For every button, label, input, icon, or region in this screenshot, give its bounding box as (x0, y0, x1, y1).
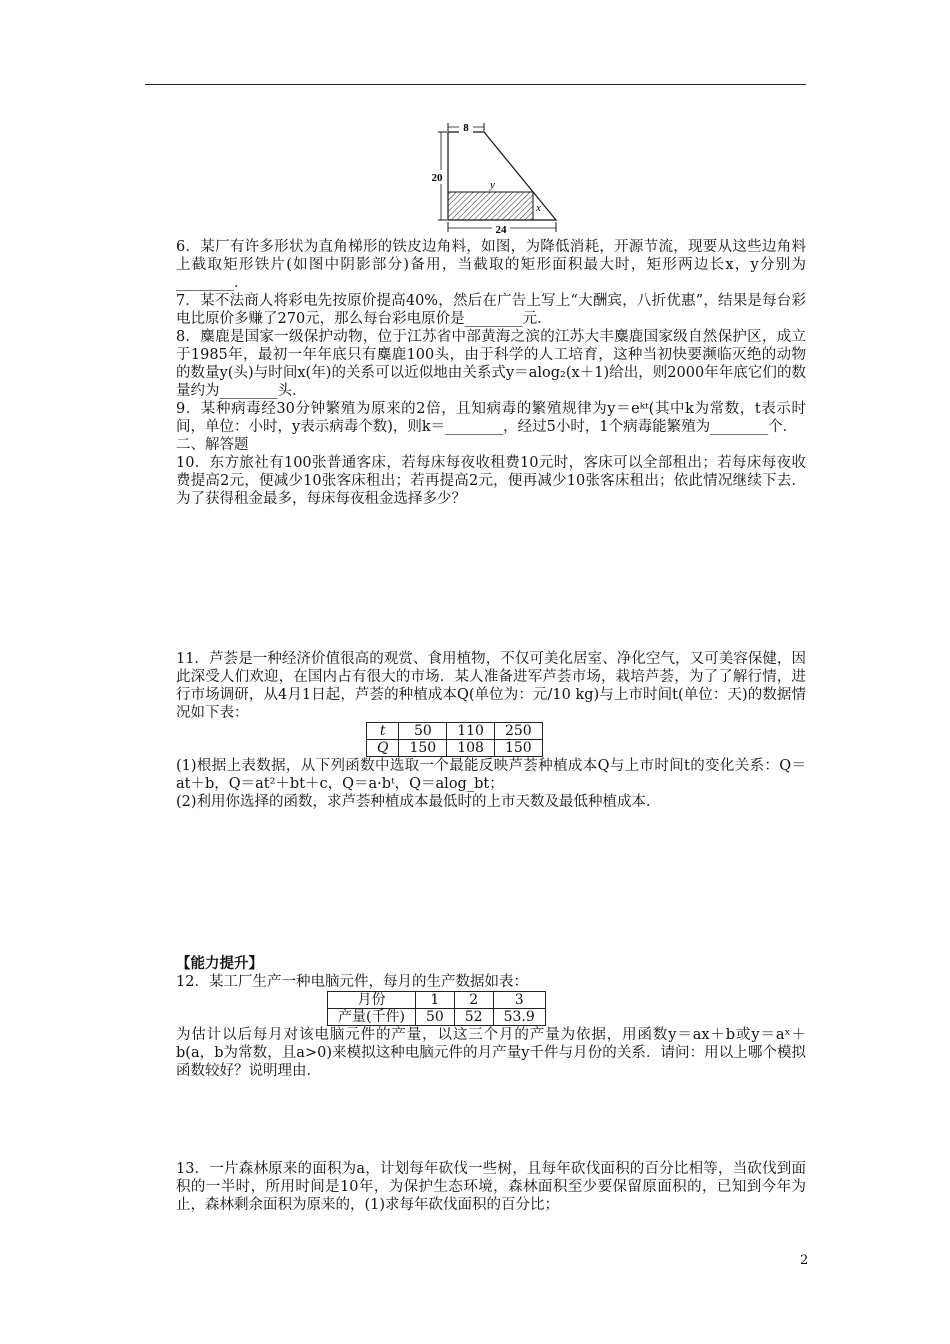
header-rule (145, 84, 806, 85)
table-cell: 53.9 (493, 1009, 545, 1026)
question-7: 7．某不法商人将彩电先按原价提高40%，然后在广告上写上“大酬宾，八折优惠”，结果是每台彩电比原价多赚了270元，那么每台彩电原价是________元． (176, 293, 806, 327)
section-heading-answers: 二、解答题 (176, 437, 249, 453)
table-cell: Q (367, 740, 399, 757)
table-cell: t (367, 723, 399, 740)
question-10: 10．东方旅社有100张普通客床，若每床每夜收租费10元时，客床可以全部租出；若每床每夜收费提高2元，便减少10张客床租出；若再提高2元，便再减少10张客床租出；依此情况继续下去．为了获得租金最多，每床每夜租金选择多少？ (176, 455, 806, 507)
table-cell: 108 (447, 740, 495, 757)
table-cell: 50 (415, 1009, 454, 1026)
question-11-part-1: (1)根据上表数据，从下列函数中选取一个最能反映芦荟种植成本Q与上市时间t的变化关系：Q＝at＋b，Q＝at²＋bt＋c，Q＝a·bᵗ，Q＝alog_bt； (176, 758, 806, 792)
x-label: x (536, 202, 541, 214)
bottom-dimension-label: 24 (495, 224, 507, 236)
table-cell: 150 (494, 740, 542, 757)
question-11-intro: 11．芦荟是一种经济价值很高的观赏、食用植物，不仅可美化居室、净化空气，又可美容保健，因此深受人们欢迎，在国内占有很大的市场．某人准备进军芦荟市场，栽培芦荟，为了了解行情，进行市场调研，从4月1日起，芦荟的种植成本Q(单位为：元/10 kg)与上市时间t(单位：天)的数据情况如下表： (176, 651, 806, 721)
table-cell: 3 (493, 992, 545, 1009)
question-9: 9．某种病毒经30分钟繁殖为原来的2倍，且知病毒的繁殖规律为y＝eᵏᵗ(其中k为常数，t表示时间，单位：小时，y表示病毒个数)，则k＝________，经过5小时，1个病毒能繁殖为________个． (176, 401, 806, 435)
table-cell: 150 (399, 740, 447, 757)
y-label: y (490, 179, 495, 191)
question-12-intro: 12．某工厂生产一种电脑元件，每月的生产数据如表： (176, 974, 528, 990)
question-13: 13．一片森林原来的面积为a，计划每年砍伐一些树，且每年砍伐面积的百分比相等，当砍伐到面积的一半时，所用时间是10年，为保护生态环境，森林面积至少要保留原面积的，已知到今年为止，森林剩余面积为原来的，(1)求每年砍伐面积的百分比； (176, 1161, 806, 1213)
section-heading-ability: 【能力提升】 (176, 955, 263, 972)
table-row (328, 992, 546, 1009)
shaded-rectangle (448, 192, 533, 220)
trapezoid-figure (400, 118, 570, 236)
table-cell: 月份 (328, 992, 416, 1009)
top-dimension-label: 8 (463, 122, 469, 134)
table-cell: 110 (447, 723, 495, 740)
question-12-body: 为估计以后每月对该电脑元件的产量，以这三个月的产量为依据，用函数y＝ax＋b或y＝aˣ＋b(a，b为常数，且a>0)来模拟这种电脑元件的月产量y千件与月份的关系．请问：用以上哪个模拟函数较好？说明理由． (176, 1027, 806, 1079)
table-row (367, 740, 543, 757)
question-12-table (327, 991, 546, 1026)
left-dimension-label: 20 (431, 172, 443, 184)
table-cell: 250 (494, 723, 542, 740)
table-cell: 1 (415, 992, 454, 1009)
table-cell: 52 (454, 1009, 493, 1026)
table-cell: 产量(千件) (328, 1009, 416, 1026)
document-body (176, 238, 806, 1214)
question-8: 8．麋鹿是国家一级保护动物，位于江苏省中部黄海之滨的江苏大丰麋鹿国家级自然保护区，成立于1985年，最初一年年底只有麋鹿100头，由于科学的人工培育，这种当初快要濒临灭绝的动物的数量y(头)与时间x(年)的关系可以近似地由关系式y＝alog₂(x＋1)给出，则2000年年底它们的数量约为________头． (176, 329, 806, 399)
table-cell: 50 (399, 723, 447, 740)
table-row (328, 1009, 546, 1026)
question-11-part-2: (2)利用你选择的函数，求芦荟种植成本最低时的上市天数及最低种植成本． (176, 794, 661, 810)
page-number: 2 (800, 1253, 809, 1268)
question-6: 6．某厂有许多形状为直角梯形的铁皮边角料，如图，为降低消耗，开源节流，现要从这些边角料上截取矩形铁片(如图中阴影部分)备用，当截取的矩形面积最大时，矩形两边长x，y分别为________． (176, 239, 806, 291)
table-row (367, 723, 543, 740)
table-cell: 2 (454, 992, 493, 1009)
question-11-table (366, 722, 543, 757)
